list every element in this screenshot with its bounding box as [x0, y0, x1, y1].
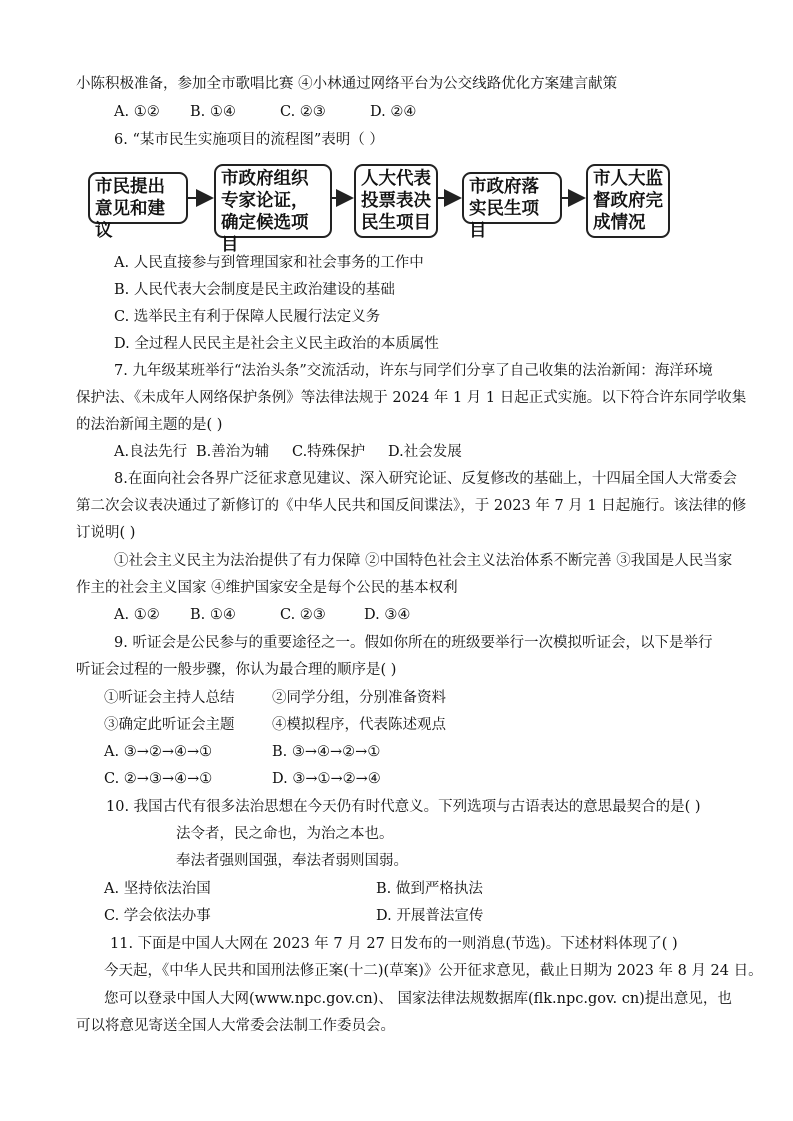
q9-option-c[interactable]: C. ②→③→④→①: [104, 771, 213, 787]
q9-option-d[interactable]: D. ③→①→②→④: [272, 771, 381, 787]
q8-option-d[interactable]: D. ③④: [364, 607, 411, 623]
q8-stem-line2: 第二次会议表决通过了新修订的《中华人民共和国反间谍法》，于 2023 年 7 月 1 日起施行。该法律的修: [76, 498, 747, 514]
flowchart: [88, 162, 670, 255]
q8-option-c[interactable]: C. ②③: [280, 607, 326, 623]
q10-option-a[interactable]: A. 坚持依法治国: [104, 881, 211, 897]
q7-option-c[interactable]: C.特殊保护: [292, 444, 366, 460]
q9-step-3: ③确定此听证会主题: [104, 717, 235, 733]
flow-box-4: 市政府落实民生项目: [462, 172, 562, 224]
q9-step-2: ②同学分组，分别准备资料: [272, 690, 446, 706]
flow-box-2: 市政府组织专家论证，确定候选项目: [214, 164, 332, 238]
q9-option-b[interactable]: B. ③→④→②→①: [272, 744, 381, 760]
q9-stem-line2: 听证会过程的一般步骤，你认为最合理的顺序是( ): [76, 662, 397, 678]
q8-option-b[interactable]: B. ①④: [190, 607, 236, 623]
q9-option-a[interactable]: A. ③→②→④→①: [104, 744, 213, 760]
q7-option-a[interactable]: A.良法先行: [114, 444, 188, 460]
q5-option-b[interactable]: B. ①④: [190, 104, 236, 120]
q10-quote-1: 法令者，民之命也，为治之本也。: [176, 826, 394, 842]
q6-option-b[interactable]: B. 人民代表大会制度是民主政治建设的基础: [114, 282, 395, 298]
q7-stem-line2: 保护法、《未成年人网络保护条例》等法律法规于 2024 年 1 月 1 日起正式实施。以下符合许东同学收集: [76, 390, 747, 406]
q11-material-line1: 今天起，《中华人民共和国刑法修正案(十二)(草案)》公开征求意见，截止日期为 2023 年 8 月 24 日。: [104, 963, 763, 979]
q5-option-a[interactable]: A. ①②: [114, 104, 160, 120]
q9-step-1: ①听证会主持人总结: [104, 690, 235, 706]
q10-stem: 10. 我国古代有很多法治思想在今天仍有时代意义。下列选项与古语表达的意思最契合的是( ): [106, 799, 701, 815]
q8-statements-line1: ①社会主义民主为法治提供了有力保障 ②中国特色社会主义法治体系不断完善 ③我国是人民当家: [114, 553, 733, 569]
q5-option-d[interactable]: D. ②④: [370, 104, 417, 120]
q9-stem-line1: 9. 听证会是公民参与的重要途径之一。假如你所在的班级要举行一次模拟听证会，以下是举行: [114, 635, 713, 651]
q5-option-c[interactable]: C. ②③: [280, 104, 326, 120]
q9-step-4: ④模拟程序，代表陈述观点: [272, 717, 446, 733]
q11-material-line3: 可以将意见寄送全国人大常委会法制工作委员会。: [76, 1018, 395, 1034]
flow-box-3: 人大代表投票表决民生项目: [354, 164, 438, 238]
q6-stem: 6. “某市民生实施项目的流程图”表明（ ）: [114, 132, 384, 148]
q7-option-d[interactable]: D.社会发展: [388, 444, 462, 460]
q8-stem-line3: 订说明( ): [76, 525, 136, 541]
flow-box-1: 市民提出意见和建议: [88, 172, 188, 224]
q10-option-c[interactable]: C. 学会依法办事: [104, 908, 211, 924]
q8-statements-line2: 作主的社会主义国家 ④维护国家安全是每个公民的基本权利: [76, 580, 458, 596]
q6-option-d[interactable]: D. 全过程人民民主是社会主义民主政治的本质属性: [114, 336, 439, 352]
q6-option-c[interactable]: C. 选举民主有利于保障人民履行法定义务: [114, 309, 381, 325]
q10-quote-2: 奉法者强则国强，奉法者弱则国弱。: [176, 853, 408, 869]
q7-stem-line3: 的法治新闻主题的是( ): [76, 417, 223, 433]
q5-statement-tail: 小陈积极准备，参加全市歌唱比赛 ④小林通过网络平台为公交线路优化方案建言献策: [76, 76, 618, 92]
q6-option-a[interactable]: A. 人民直接参与到管理国家和社会事务的工作中: [114, 255, 424, 271]
q11-material-line2: 您可以登录中国人大网(www.npc.gov.cn)、 国家法律法规数据库(flk.npc.gov. cn)提出意见，也: [104, 991, 732, 1007]
q10-option-d[interactable]: D. 开展普法宣传: [376, 908, 484, 924]
q7-stem-line1: 7. 九年级某班举行“法治头条”交流活动，许东与同学们分享了自己收集的法治新闻：海洋环境: [114, 363, 713, 379]
q11-stem: 11. 下面是中国人大网在 2023 年 7 月 27 日发布的一则消息(节选)。下述材料体现了( ): [110, 936, 678, 952]
q8-option-a[interactable]: A. ①②: [114, 607, 160, 623]
flow-box-5: 市人大监督政府完成情况: [586, 164, 670, 238]
q7-option-b[interactable]: B.善治为辅: [196, 444, 270, 460]
q10-option-b[interactable]: B. 做到严格执法: [376, 881, 483, 897]
q8-stem-line1: 8.在面向社会各界广泛征求意见建议、深入研究论证、反复修改的基础上，十四届全国人大常委会: [114, 471, 737, 487]
